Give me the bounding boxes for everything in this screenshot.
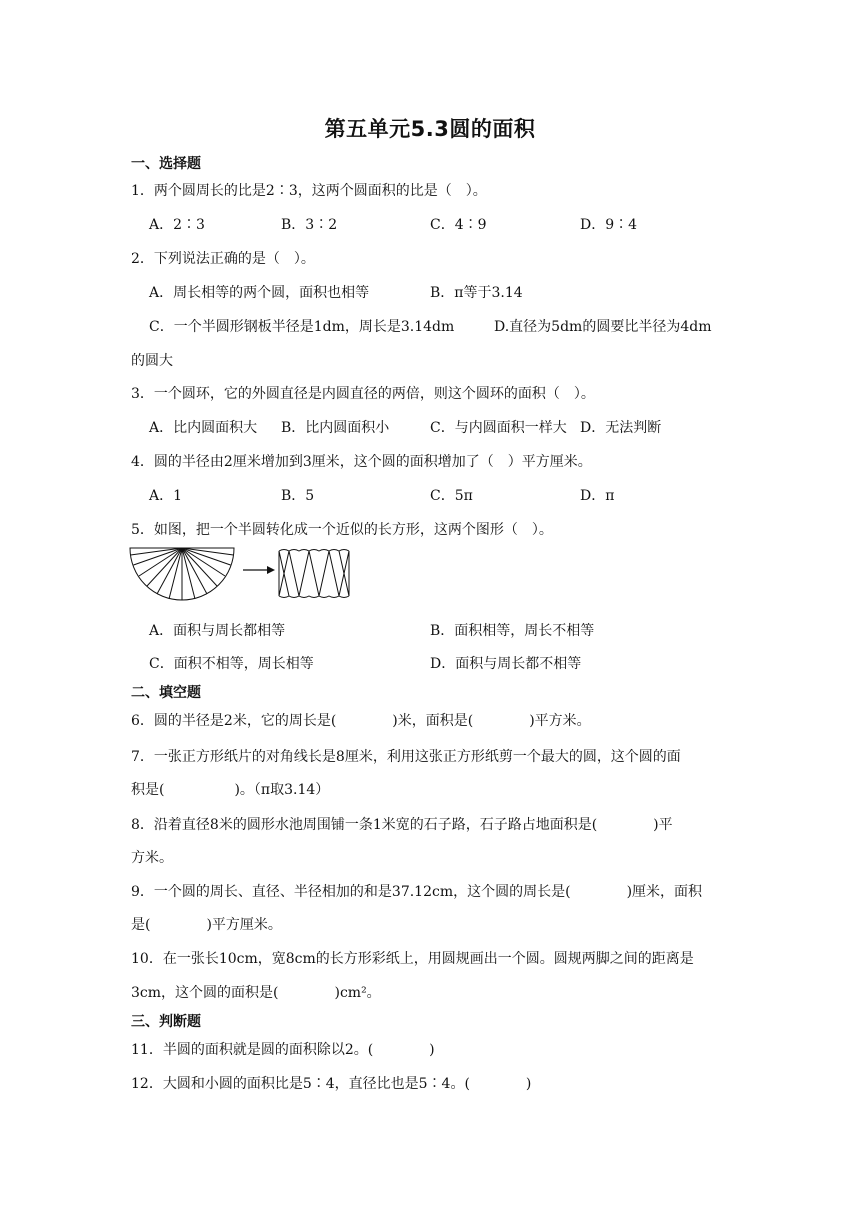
question-11: 11．半圆的面积就是圆的面积除以2。( ) [131, 1042, 435, 1058]
q4-option-a: A．1 [149, 488, 183, 504]
q2-option-d: D.直径为5dm的圆要比半径为4dm [494, 319, 712, 335]
q4-option-d: D．π [580, 488, 615, 504]
question-10-line-1: 10．在一张长10cm，宽8cm的长方形彩纸上，用圆规画出一个圆。圆规两脚之间的距离是 [131, 951, 694, 967]
semicircle-to-rectangle-figure [129, 544, 359, 606]
q4-option-c: C．5π [430, 488, 473, 504]
question-7-line-1: 7．一张正方形纸片的对角线长是8厘米，利用这张正方形纸剪一个最大的圆，这个圆的面 [131, 749, 681, 765]
question-7-line-2: 积是( )。（π取3.14） [131, 782, 330, 798]
question-12: 12．大圆和小圆的面积比是5∶4，直径比也是5∶4。( ) [131, 1076, 532, 1092]
approximate-rectangle-figure [279, 550, 349, 598]
section-true-false: 三、判断题 [131, 1014, 201, 1030]
question-9-line-1: 9．一个圆的周长、直径、半径相加的和是37.12cm，这个圆的周长是( )厘米，面积 [131, 884, 703, 900]
q4-option-b: B．5 [281, 488, 315, 504]
q3-option-d: D．无法判断 [580, 420, 662, 436]
page-title: 第五单元5.3圆的面积 [324, 117, 536, 141]
question-1-stem: 1．两个圆周长的比是2∶3，这两个圆面积的比是（ ）。 [131, 183, 487, 199]
q2-option-a: A．周长相等的两个圆，面积也相等 [149, 285, 370, 301]
q1-option-c: C．4∶9 [430, 217, 487, 233]
q2-option-b: B．π等于3.14 [430, 285, 523, 301]
section-fill-in: 二、填空题 [131, 685, 201, 701]
q5-option-a: A．面积与周长都相等 [149, 623, 286, 639]
q3-option-a: A．比内圆面积大 [149, 420, 258, 436]
question-2-stem: 2．下列说法正确的是（ ）。 [131, 251, 315, 267]
semicircle-figure [130, 548, 234, 600]
q3-option-b: B．比内圆面积小 [281, 420, 390, 436]
q2-option-c: C．一个半圆形钢板半径是1dm，周长是3.14dm [149, 319, 455, 335]
question-6: 6．圆的半径是2米，它的周长是( )米，面积是( )平方米。 [131, 713, 591, 729]
question-10-line-2: 3cm，这个圆的面积是( )cm²。 [131, 985, 381, 1001]
q5-option-c: C．面积不相等，周长相等 [149, 656, 314, 672]
q2-option-d-continued: 的圆大 [131, 353, 173, 369]
q5-option-d: D．面积与周长都不相等 [430, 656, 582, 672]
q1-option-a: A．2∶3 [149, 217, 205, 233]
q3-option-c: C．与内圆面积一样大 [430, 420, 567, 436]
arrow-icon [243, 566, 275, 574]
q1-option-d: D．9∶4 [580, 217, 638, 233]
q1-option-b: B．3∶2 [281, 217, 338, 233]
q5-option-b: B．面积相等，周长不相等 [430, 623, 595, 639]
question-5-stem: 5．如图，把一个半圆转化成一个近似的长方形，这两个图形（ ）。 [131, 522, 553, 538]
question-9-line-2: 是( )平方厘米。 [131, 917, 282, 933]
question-4-stem: 4．圆的半径由2厘米增加到3厘米，这个圆的面积增加了（ ）平方厘米。 [131, 454, 592, 470]
question-8-line-1: 8．沿着直径8米的圆形水池周围铺一条1米宽的石子路，石子路占地面积是( )平 [131, 817, 673, 833]
question-8-line-2: 方米。 [131, 850, 173, 866]
question-3-stem: 3．一个圆环，它的外圆直径是内圆直径的两倍，则这个圆环的面积（ ）。 [131, 386, 595, 402]
section-choice: 一、选择题 [131, 156, 201, 172]
